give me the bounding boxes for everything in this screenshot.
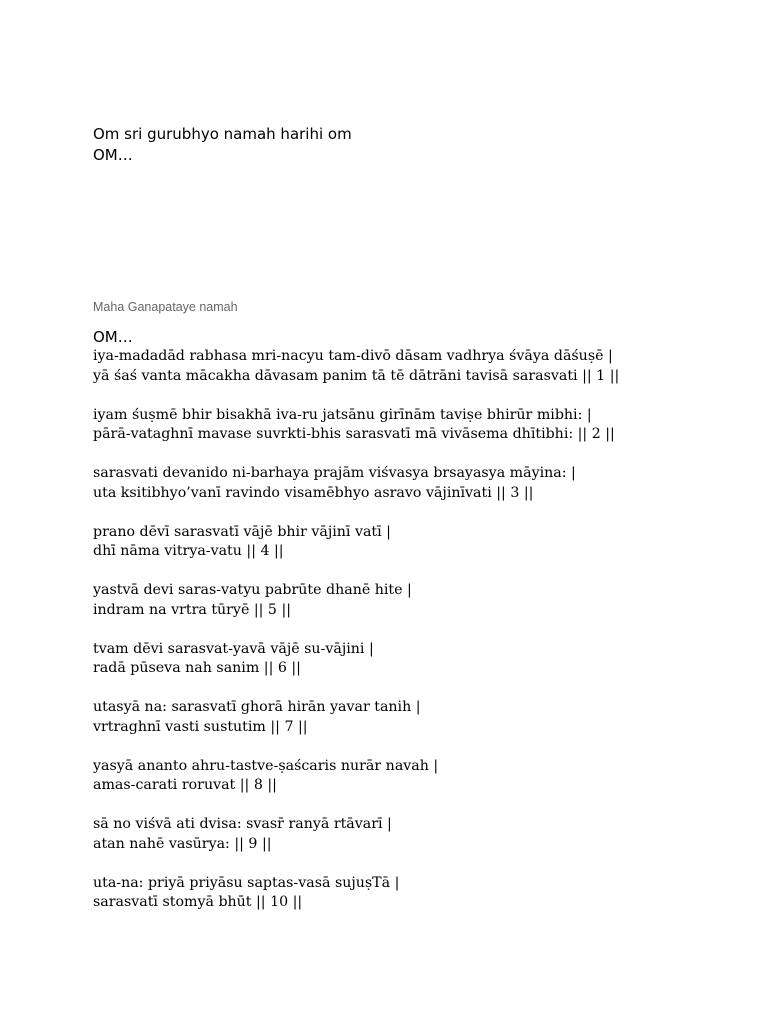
verse-line: tvam dēvi sarasvat-yavā vājē su-vājini | [93,640,374,657]
verse-line: yastvā devi saras-vatyu pabrūte dhanē hite | [93,582,412,598]
om-line: OM… [93,328,133,346]
verse-line: iya-madadād rabhasa mri-nacyu tam-divō dāsam vadhrya śvāya dāśuṣē | [93,348,613,364]
stanza-5 [93,581,753,620]
stanza-9 [93,815,753,854]
verse-line: yasyā ananto ahru-tastve-ṣaścaris nurār navah | [93,757,439,774]
verse-line: indram na vrtra tūryē || 5 || [93,601,292,618]
stanza-1 [93,347,753,386]
verse-line: iyam śuṣmē bhir bisakhā iva-ru jatsānu girīnām taviṣe bhirūr mibhi: | [93,406,592,423]
invocation-header [93,124,352,166]
verse-line: dhī nāma vitrya-vatu || 4 || [93,543,284,559]
stanza-8 [93,757,753,796]
verse-line: prano dēvī sarasvatī vājē bhir vājinī vatī | [93,523,391,540]
verse-line: sarasvatī stomyā bhūt || 10 || [93,894,303,910]
verse-line: atan nahē vasūrya: || 9 || [93,835,272,852]
stanza-6 [93,640,753,679]
section-subtitle: Maha Ganapataye namah [93,300,238,314]
verse-line: yā śaś vanta mācakha dāvasam panim tā tē dātrāni tavisā sarasvati || 1 || [93,367,620,384]
stanza-3 [93,464,753,503]
verse-line: radā pūseva nah sanim || 6 || [93,660,301,676]
stanza-2 [93,406,753,445]
verse-line: pārā-vataghnī mavase suvrkti-bhis sarasvatī mā vivāsema dhītibhi: || 2 || [93,426,615,442]
om-line: OM… [93,146,133,164]
verse-line: amas-carati roruvat || 8 || [93,777,277,793]
verse-line: uta-na: priyā priyāsu saptas-vasā sujuṣTā | [93,874,400,891]
stanza-10 [93,874,753,913]
verse-line: vrtraghnī vasti sustutim || 7 || [93,718,308,735]
verse-block [93,328,753,932]
verse-line: uta ksitibhyo’vanī ravindo visamēbhyo asravo vājinīvati || 3 || [93,484,534,501]
stanza-4 [93,523,753,562]
verse-line: sā no viśvā ati dvisa: svasr̄ ranyā rtāvarī | [93,816,392,832]
stanza-7 [93,698,753,737]
invocation-line: Om sri gurubhyo namah harihi om [93,125,352,143]
verse-line: utasyā na: sarasvatī ghorā hirān yavar tanih | [93,699,421,715]
verse-line: sarasvati devanido ni-barhaya prajām viśvasya brsayasya māyina: | [93,465,576,481]
